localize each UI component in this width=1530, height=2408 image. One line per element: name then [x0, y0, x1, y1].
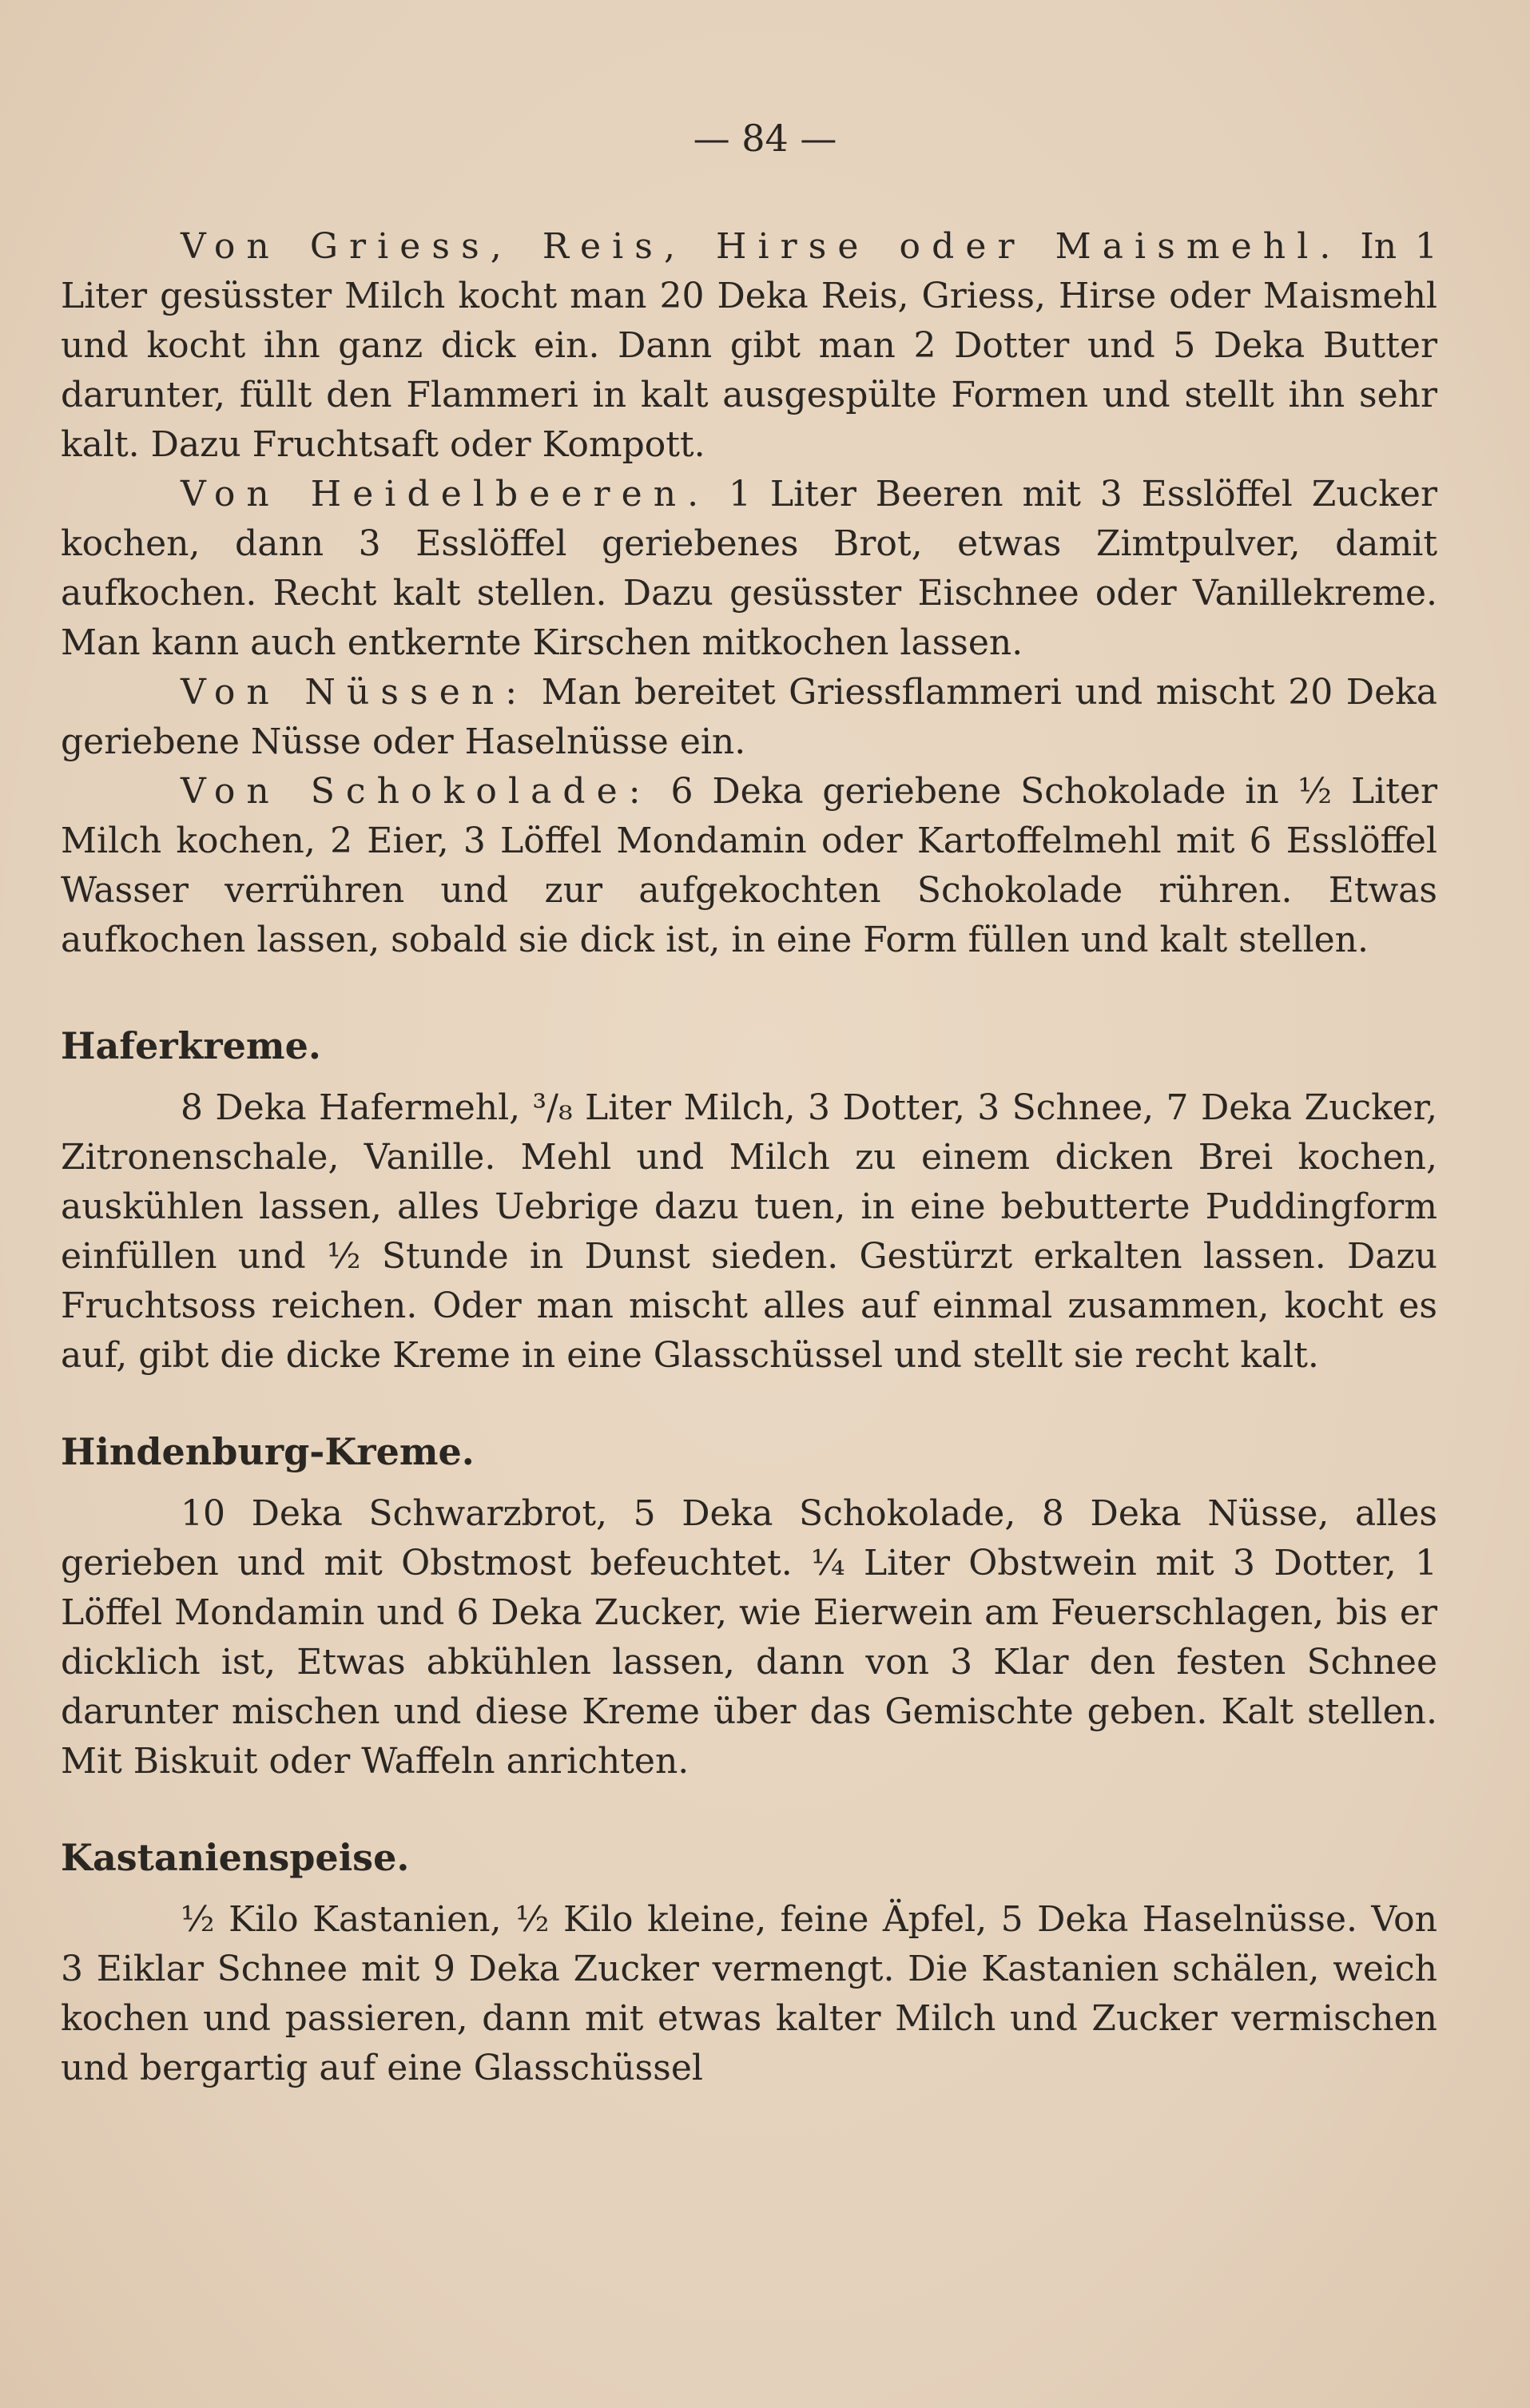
flammeri-nuesse-paragraph — [61, 668, 1437, 767]
paragraph-text: In 1 Liter gesüsster Milch kocht man 20 Deka Reis, Griess, Hirse oder Maismehl und kocht ihn ganz dick ein. Dann gibt man 2 Dotter und 5 Deka Butter darunter, füllt den Flammeri in kalt ausgespülte Formen und stellt ihn sehr kalt. Dazu Fruchtsaft oder Kompott. — [61, 226, 1438, 465]
paragraph-lead: Von Griess, Reis, Hirse oder Maismehl. — [181, 226, 1342, 267]
recipe-text-kastanienspeise: ½ Kilo Kastanien, ½ Kilo kleine, feine Äpfel, 5 Deka Haselnüsse. Von 3 Eiklar Schnee mit 9 Deka Zucker vermengt. Die Kastanien schälen, weich kochen und passieren, dann mit etwas kalter Milch und Zucker vermischen und bergartig auf eine Glasschüssel — [61, 1899, 1437, 2088]
recipe-text-hindenburg-kreme: 10 Deka Schwarzbrot, 5 Deka Schokolade, 8 Deka Nüsse, alles gerieben und mit Obstmost befeuchtet. ¼ Liter Obstwein mit 3 Dotter, 1 Löffel Mondamin und 6 Deka Zucker, wie Eierwein am Feuerschlagen, bis er dicklich ist, Etwas abkühlen lassen, dann von 3 Klar den festen Schnee darunter mischen und diese Kreme über das Gemischte geben. Kalt stellen. Mit Biskuit oder Waffeln anrichten. — [61, 1493, 1437, 1782]
recipe-text-haferkreme: 8 Deka Hafermehl, ³/₈ Liter Milch, 3 Dotter, 3 Schnee, 7 Deka Zucker, Zitronenschale, Vanille. Mehl und Milch zu einem dicken Brei kochen, auskühlen lassen, alles Uebrige dazu tuen, in eine bebutterte Puddingform einfüllen und ½ Stunde in Dunst sieden. Gestürzt erkalten lassen. Dazu Fruchtsoss reichen. Oder man mischt alles auf einmal zusammen, kocht es auf, gibt die dicke Kreme in eine Glasschüssel und stellt sie recht kalt. — [61, 1087, 1437, 1376]
recipe-title-hindenburg-kreme: Hindenburg-Kreme. — [61, 1430, 475, 1473]
flammeri-schokolade-paragraph — [61, 767, 1437, 965]
page-number: — 84 — — [693, 117, 837, 160]
paragraph-text: Man bereitet Griessflammeri und mischt 20 Deka geriebene Nüsse oder Haselnüsse ein. — [61, 672, 1437, 762]
paragraph-text: 1 Liter Beeren mit 3 Esslöffel Zucker kochen, dann 3 Esslöffel geriebenes Brot, etwas Zimtpulver, damit aufkochen. Recht kalt stellen. Dazu gesüsster Eischnee oder Vanillekreme. Man kann auch entkernte Kirschen mitkochen lassen. — [61, 474, 1437, 663]
paragraph-lead: Von Heidelbeeren. — [181, 474, 710, 515]
flammeri-heidelbeeren-paragraph — [61, 470, 1437, 668]
recipe-title-kastanienspeise: Kastanienspeise. — [61, 1836, 410, 1879]
paragraph-lead: Von Schokolade: — [181, 771, 652, 812]
recipe-title-haferkreme: Haferkreme. — [61, 1024, 321, 1067]
paragraph-text: 6 Deka geriebene Schokolade in ½ Liter Milch kochen, 2 Eier, 3 Löffel Mondamin oder Kartoffelmehl mit 6 Esslöffel Wasser verrühren und zur aufgekochten Schokolade rühren. Etwas aufkochen lassen, sobald sie dick ist, in eine Form füllen und kalt stellen. — [61, 771, 1437, 960]
flammeri-griess-paragraph — [61, 222, 1437, 470]
paragraph-lead: Von Nüssen: — [181, 672, 529, 713]
